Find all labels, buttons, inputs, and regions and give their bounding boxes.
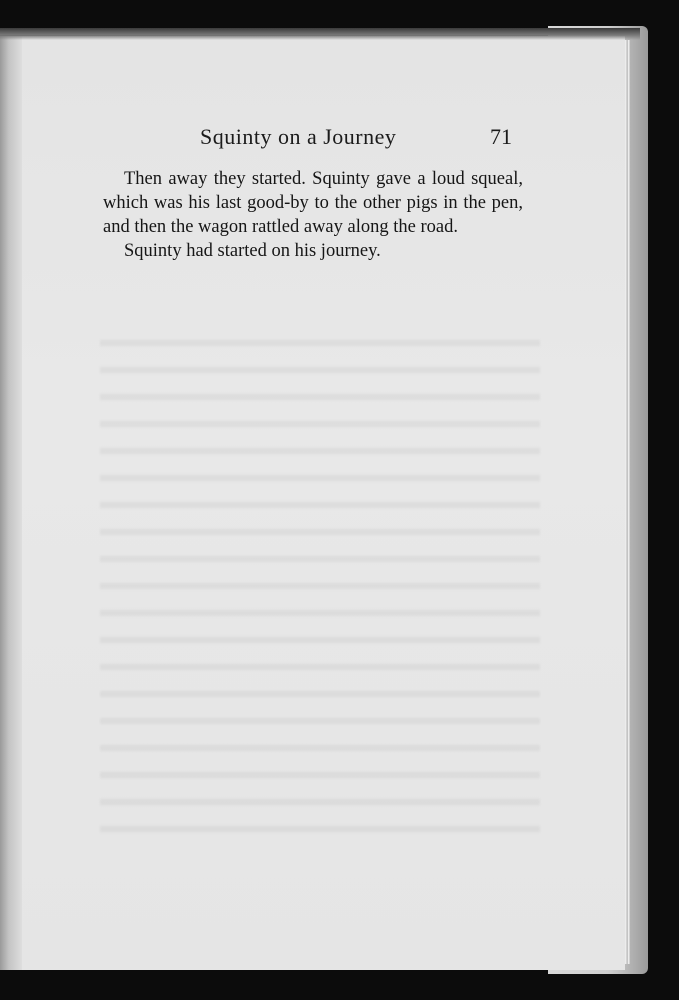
top-edge-shadow <box>0 28 640 40</box>
book-gutter <box>0 36 22 970</box>
bleed-through-text <box>100 325 540 845</box>
paragraph-2: Squinty had started on his journey. <box>124 241 381 261</box>
page-number: 71 <box>490 124 512 149</box>
running-title: Squinty on a Journey <box>200 124 397 149</box>
body-text <box>103 167 523 263</box>
page-header <box>120 124 520 158</box>
paragraph-1: Then away they started. Squinty gave a loud squeal, which was his last good-by to the other pigs in the pen, and then the wagon rattled away along the road. <box>103 169 523 237</box>
